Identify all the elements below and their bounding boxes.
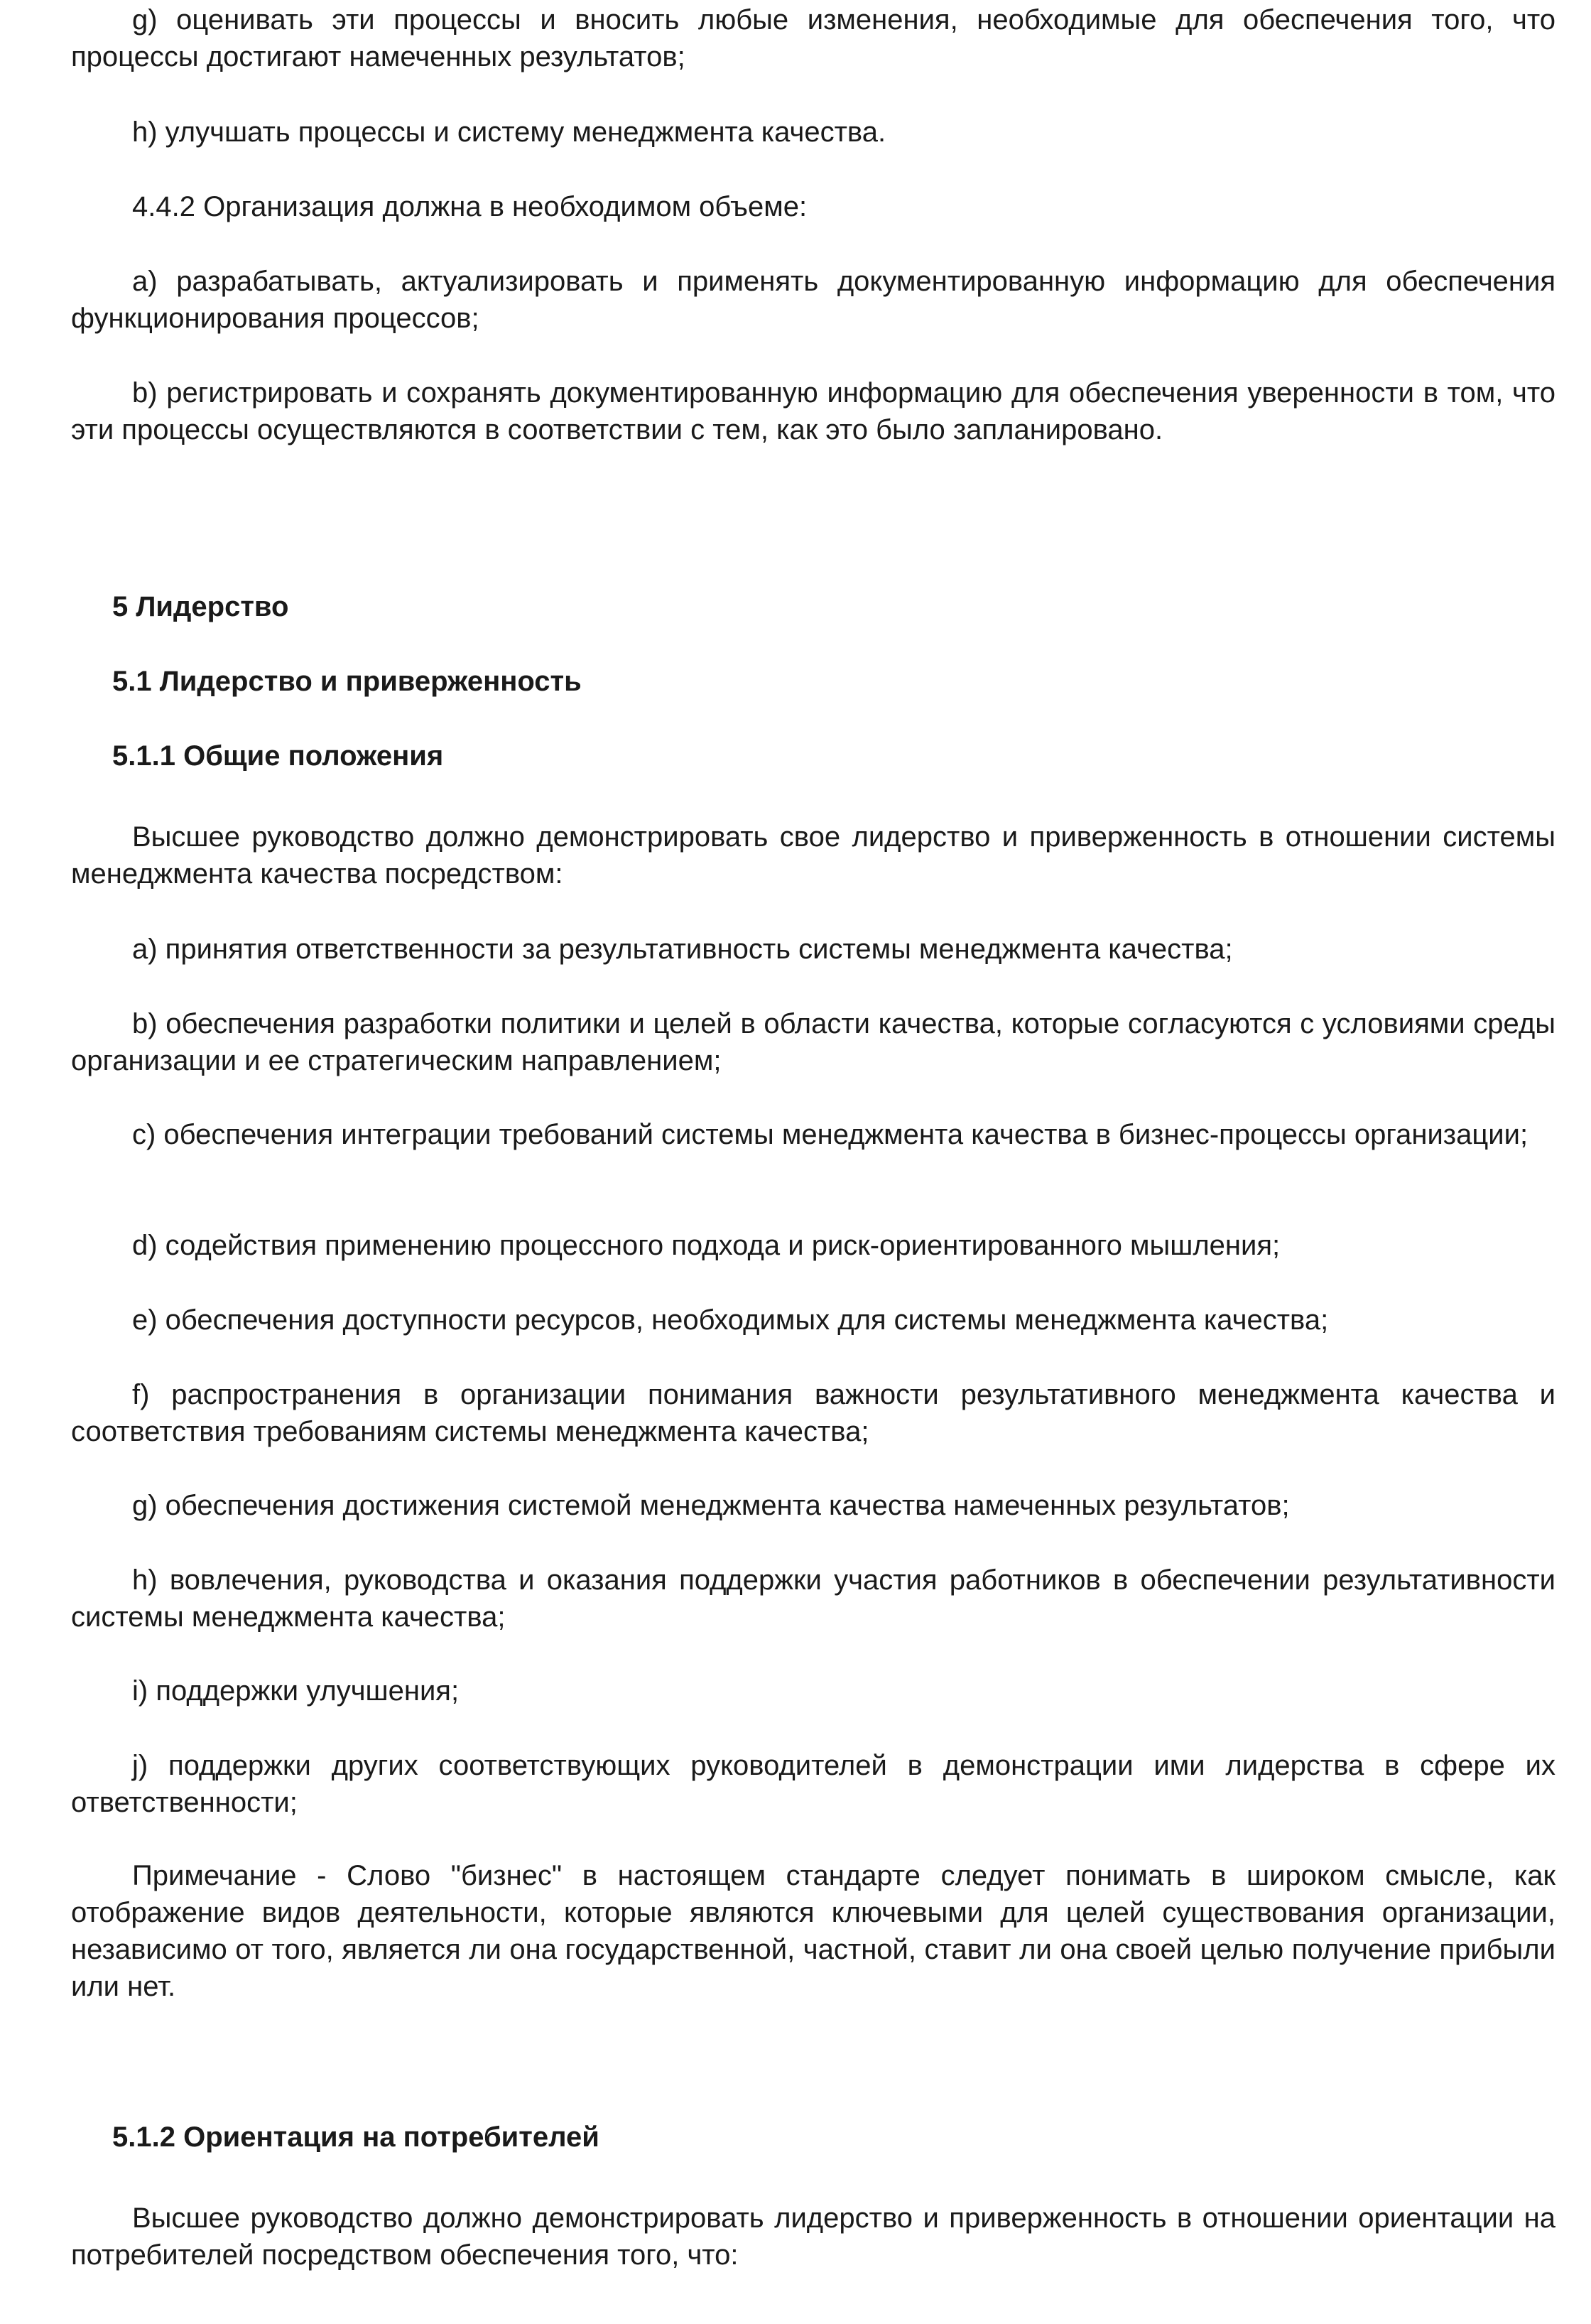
paragraph-item-g: g) оценивать эти процессы и вносить любые изменения, необходимые для обеспечения того, что процессы достигают намеченных результатов; (71, 4, 1555, 72)
paragraph-4-4-2: 4.4.2 Организация должна в необходимом объеме: (132, 191, 808, 222)
list-item-a: a) принятия ответственности за результативность системы менеджмента качества; (132, 934, 1233, 965)
list-item-b: b) обеспечения разработки политики и целей в области качества, которые согласуются с условиями среды организации и ее стратегическим направлением; (71, 1008, 1555, 1076)
list-item-i: i) поддержки улучшения; (132, 1675, 460, 1707)
heading-section-5-1-1: 5.1.1 Общие положения (112, 740, 444, 772)
list-item-c: c) обеспечения интеграции требований системы менеджмента качества в бизнес-процессы организации; (132, 1119, 1528, 1150)
list-item-d: d) содействия применению процессного подхода и риск-ориентированного мышления; (132, 1230, 1281, 1261)
list-item-g: g) обеспечения достижения системой менеджмента качества намеченных результатов; (132, 1490, 1290, 1521)
paragraph-intro-5-1-1: Высшее руководство должно демонстрировать свое лидерство и приверженность в отношении системы менеджмента качества посредством: (71, 821, 1555, 890)
paragraph-intro-5-1-2: Высшее руководство должно демонстрировать лидерство и приверженность в отношении ориентации на потребителей посредством обеспечения того, что: (71, 2203, 1555, 2271)
heading-section-5-1-2: 5.1.2 Ориентация на потребителей (112, 2122, 599, 2153)
heading-section-5: 5 Лидерство (112, 591, 289, 622)
heading-section-5-1: 5.1 Лидерство и приверженность (112, 666, 582, 697)
list-item-h: h) вовлечения, руководства и оказания поддержки участия работников в обеспечении результативности системы менеджмента качества; (71, 1564, 1555, 1633)
paragraph-item-a: a) разрабатывать, актуализировать и применять документированную информацию для обеспечения функционирования процессов; (71, 266, 1555, 334)
list-item-j: j) поддержки других соответствующих руководителей в демонстрации ими лидерства в сфере их ответственности; (71, 1750, 1555, 1818)
note-paragraph: Примечание - Слово "бизнес" в настоящем стандарте следует понимать в широком смысле, как отображение видов деятельности, которые являются ключевыми для целей существования организации, независимо от того, является ли она государственной, частной, ставит ли она своей целью получение прибыли или нет. (71, 1860, 1555, 2002)
paragraph-item-h: h) улучшать процессы и систему менеджмента качества. (132, 117, 886, 148)
list-item-f: f) распространения в организации понимания важности результативного менеджмента качества и соответствия требованиям системы менеджмента качества; (71, 1379, 1555, 1447)
list-item-e: e) обеспечения доступности ресурсов, необходимых для системы менеджмента качества; (132, 1304, 1329, 1336)
paragraph-item-b: b) регистрировать и сохранять документированную информацию для обеспечения уверенности в том, что эти процессы осуществляются в соответствии с тем, как это было запланировано. (71, 377, 1555, 445)
